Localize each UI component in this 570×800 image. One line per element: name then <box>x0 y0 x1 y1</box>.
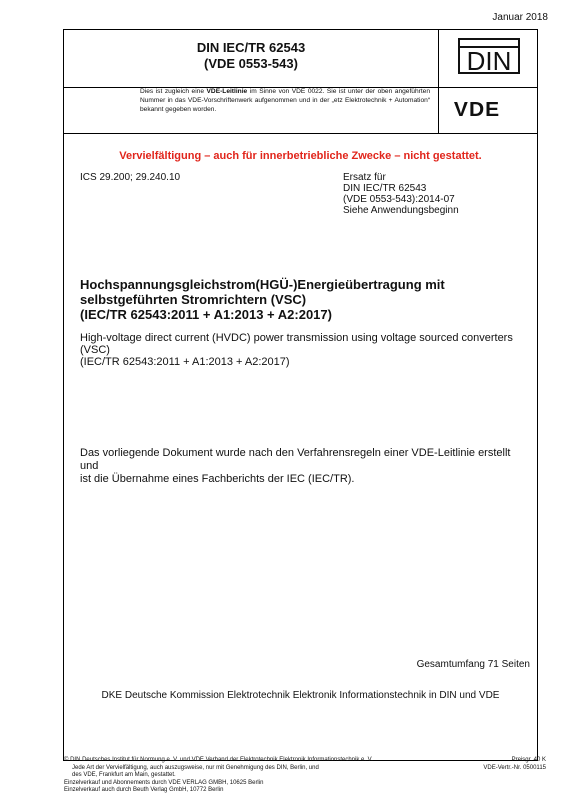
replacement-line: Ersatz für <box>343 172 386 183</box>
title-line: (IEC/TR 62543:2011 + A1:2013 + A2:2017) <box>80 356 290 368</box>
footer-line: des VDE, Frankfurt am Main, gestattet. <box>72 772 176 779</box>
footer-copyright <box>64 757 444 795</box>
title-line: Hochspannungsgleichstrom(HGÜ-)Energieübertragung mit <box>80 277 445 292</box>
price-group: Preisgr. 40 K <box>511 757 546 763</box>
notice-bold: VDE-Leitlinie <box>206 88 248 95</box>
title-line: High-voltage direct current (HVDC) power transmission using voltage sourced converters <box>80 332 513 344</box>
footer-price <box>483 757 546 772</box>
footer-line: Jede Art der Vervielfältigung, auch auszugsweise, nur mit Genehmigung des DIN, Berlin, und <box>72 764 319 771</box>
total-pages: Gesamtumfang 71 Seiten <box>416 659 530 670</box>
vde-logo: VDE <box>453 99 501 121</box>
cover-frame <box>63 29 538 761</box>
replacement-line: Siehe Anwendungsbeginn <box>343 205 459 216</box>
order-number: VDE-Vertr.-Nr. 0500115 <box>483 764 546 771</box>
din-logo <box>458 38 520 74</box>
dke-committee: DKE Deutsche Kommission Elektrotechnik Elektronik Informationstechnik in DIN und VDE <box>101 690 500 701</box>
english-title <box>80 332 530 368</box>
document-number-line: DIN IEC/TR 62543 <box>196 40 306 55</box>
din-logo-text: DIN <box>466 46 512 74</box>
replacement-line: (VDE 0553-543):2014-07 <box>343 194 455 205</box>
title-line: (IEC/TR 62543:2011 + A1:2013 + A2:2017) <box>80 307 332 322</box>
replacement-line: DIN IEC/TR 62543 <box>343 183 427 194</box>
notice-text: Dies ist zugleich eine <box>140 88 207 95</box>
footer-line: Einzelverkauf und Abonnements durch VDE VERLAG GMBH, 10625 Berlin <box>64 779 264 786</box>
statement-line: ist die Übernahme eines Fachberichts der IEC (IEC/TR). <box>80 473 355 485</box>
adoption-statement <box>80 447 530 486</box>
ics-code: ICS 29.200; 29.240.10 <box>80 172 181 183</box>
document-number-line: (VDE 0553-543) <box>204 56 298 71</box>
title-line: (VSC) <box>80 344 110 356</box>
document-number <box>64 40 438 72</box>
statement-line: Das vorliegende Dokument wurde nach den Verfahrensregeln einer VDE-Leitlinie erstellt und <box>80 447 511 472</box>
divider <box>64 133 537 134</box>
footer-line: Einzelverkauf auch durch Beuth Verlag GmbH, 10772 Berlin <box>64 787 224 794</box>
publication-date: Januar 2018 <box>492 12 548 23</box>
notice-text: im Sinne von VDE 0022. Sie ist unter der oben angeführten Nummer in das VDE-Vorschriftenwerk aufgenommen und in der „etz Elektrotechnik + Automation“ bekannt gegeben worden. <box>140 88 430 113</box>
copy-warning: Vervielfältigung – auch für innerbetriebliche Zwecke – nicht gestattet. <box>119 150 482 162</box>
divider <box>438 30 439 133</box>
replacement-info <box>343 172 459 216</box>
vde-guideline-notice <box>140 87 430 114</box>
german-title <box>80 277 520 322</box>
footer-line: © DIN Deutsches Institut für Normung e. V. und VDE Verband der Elektrotechnik Elektronik Informationstechnik e. V. <box>64 757 373 763</box>
title-line: selbstgeführten Stromrichtern (VSC) <box>80 292 307 307</box>
